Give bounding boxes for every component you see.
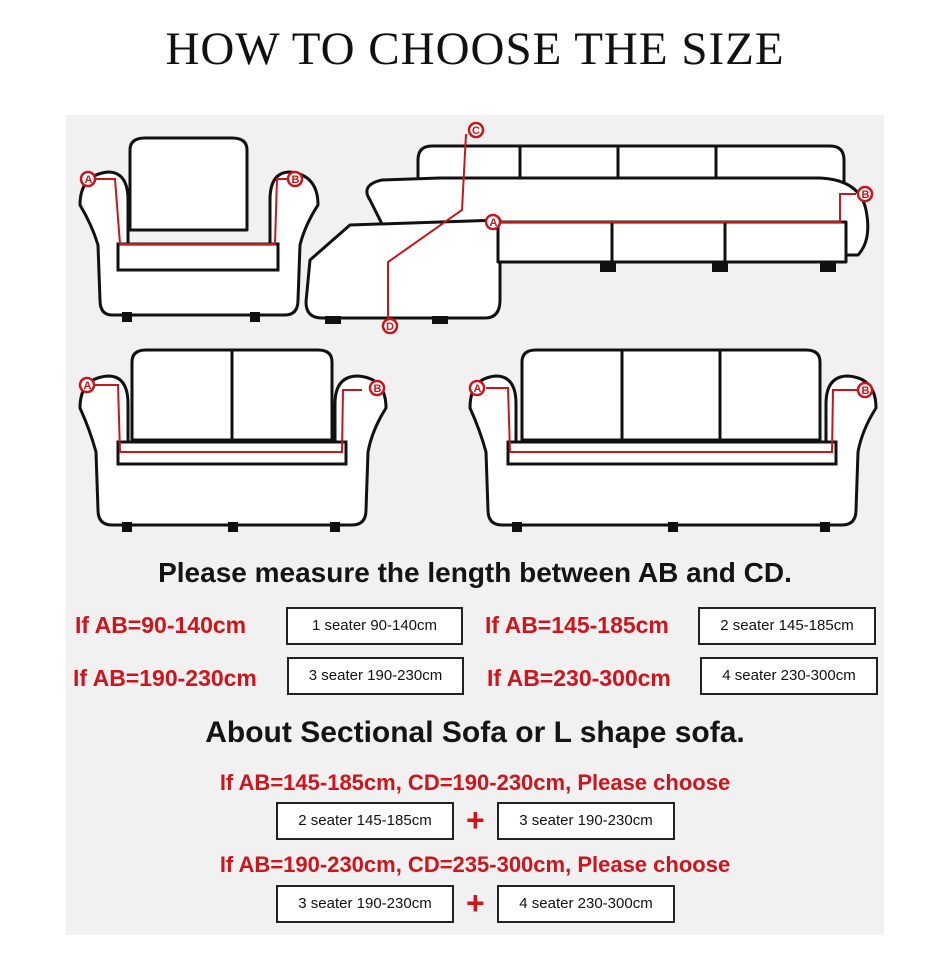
svg-text:A: A [83,380,92,392]
sectional-option-box: 3 seater 190-230cm [276,885,454,923]
armchair-illustration [80,138,318,322]
sectional-heading: About Sectional Sofa or L shape sofa. [205,716,745,749]
l-shape-sofa-illustration [306,134,868,324]
three-seater-illustration [470,350,876,532]
svg-text:B: B [373,383,382,395]
size-option-box: 3 seater 190-230cm [287,657,464,695]
sectional-rule-condition: If AB=190-230cm, CD=235-300cm, Please choose [219,852,731,877]
svg-text:A: A [473,383,482,395]
marker-a-icon [81,172,95,186]
size-option-box: 2 seater 145-185cm [698,607,876,645]
marker-b-icon [858,383,872,397]
sectional-option-box: 2 seater 145-185cm [276,802,454,840]
size-condition: If AB=190-230cm [73,665,257,691]
size-condition: If AB=145-185cm [485,612,669,638]
sectional-option-box: 4 seater 230-300cm [497,885,675,923]
marker-b-icon [370,381,384,395]
marker-c-icon [469,123,483,137]
size-condition: If AB=230-300cm [487,665,671,691]
svg-text:A: A [489,217,498,229]
svg-text:D: D [386,321,394,333]
marker-a-icon [470,381,484,395]
measure-instruction: Please measure the length between AB and CD. [158,557,792,588]
svg-text:B: B [861,385,870,397]
plus-icon: + [466,885,485,921]
marker-b-icon [288,172,302,186]
sectional-option-box: 3 seater 190-230cm [497,802,675,840]
marker-d-icon [383,319,397,333]
plus-icon: + [466,802,485,838]
marker-a-icon [80,378,94,392]
svg-text:C: C [472,125,480,137]
page-title: HOW TO CHOOSE THE SIZE [165,23,785,75]
two-seater-illustration [80,350,386,532]
size-option-box: 4 seater 230-300cm [700,657,878,695]
marker-b-icon [858,187,872,201]
svg-text:B: B [291,174,300,186]
svg-text:A: A [84,174,93,186]
marker-a-icon [486,215,500,229]
sectional-rule-condition: If AB=145-185cm, CD=190-230cm, Please choose [219,770,731,795]
size-option-box: 1 seater 90-140cm [286,607,463,645]
size-condition: If AB=90-140cm [75,612,247,638]
svg-text:B: B [861,189,870,201]
